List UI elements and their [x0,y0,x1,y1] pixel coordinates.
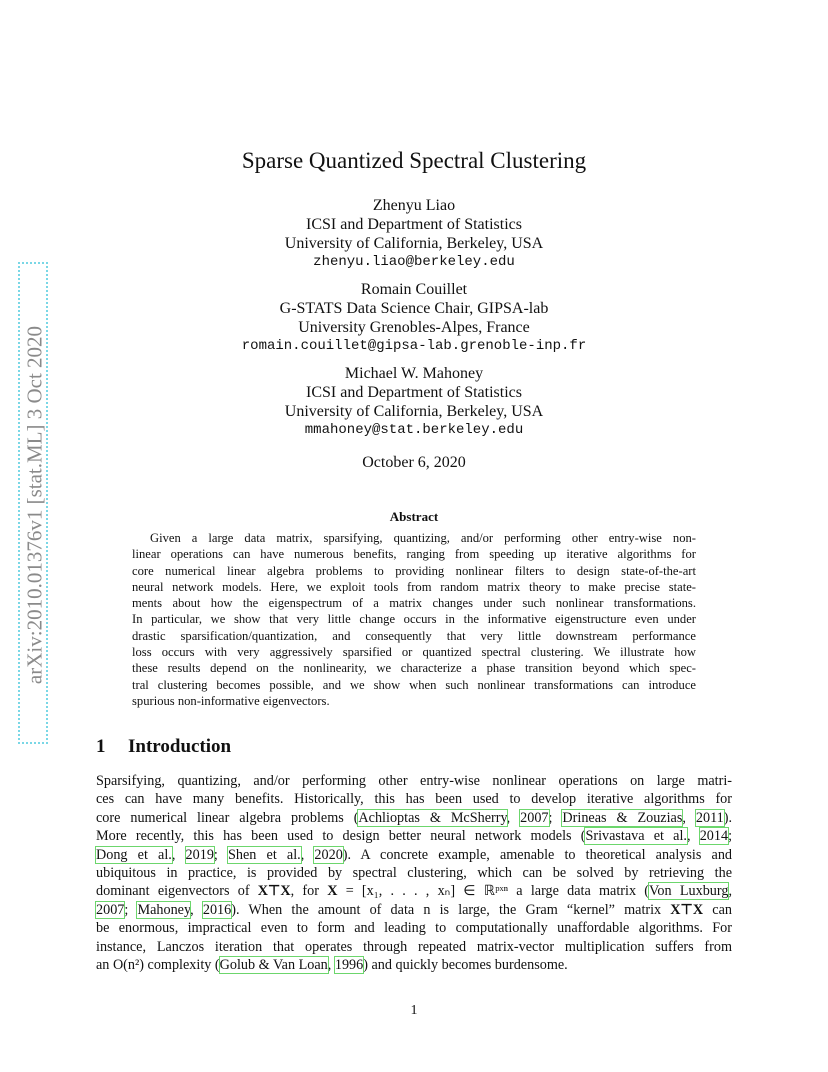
math-x: X [327,883,338,900]
author-name: Zhenyu Liao [372,197,456,214]
citation-authors: Srivastava et al. [585,828,687,845]
citation-year: 2011 [695,809,724,826]
author-affiliation: University of California, Berkeley, USA [284,235,544,252]
abstract-line: tral clustering becomes possible, and we show when such nonlinear transformations can introduce [132,677,696,692]
intro-text: , for [290,883,328,900]
citation-authors: Dong et al. [96,846,172,863]
citation-authors: Shen et al. [228,846,301,863]
section-heading [96,736,231,758]
intro-text: = [x₁, . . . , xₙ] ∈ ℝᵖˣⁿ a large data matrix ( [337,883,650,900]
author-affiliation: ICSI and Department of Statistics [306,216,522,233]
abstract-body [132,530,696,709]
citation-year: 2014 [699,828,729,845]
page-number: 1 [410,1003,418,1018]
abstract-line: spurious non-informative eigenvectors. [132,693,330,708]
abstract-line: linear operations can have numerous benefits, ranging from speeding up iterative algorithms for [132,547,696,562]
intro-line: an O(n²) complexity (Golub & Van Loan, 1996) and quickly becomes burdensome. [96,957,568,974]
citation-authors: Achlioptas & McSherry [358,809,507,826]
math-xtx: X⊤X [257,883,291,900]
abstract-line: core numerical linear algebra problems to providing nonlinear filters to design state-of-the-art [132,563,696,578]
citation-link[interactable] [335,957,363,973]
citation-link[interactable] [228,847,301,863]
citation-authors: Mahoney [137,901,191,918]
citation-link[interactable] [96,902,124,918]
intro-line: core numerical linear algebra problems (Achlioptas & McSherry, 2007; Drineas & Zouzias, 2011). [96,809,733,826]
citation-year: 2007 [520,809,549,826]
citation-year: 2016 [202,901,232,918]
intro-line: ubiquitous in practice, is provided by spectral clustering, which can be solved by retrieving the [96,865,732,882]
author-affiliation: G-STATS Data Science Chair, GIPSA-lab [279,300,549,317]
author-block-1 [0,196,828,272]
introduction-body [96,772,732,974]
author-email[interactable]: mmahoney@stat.berkeley.edu [304,422,524,438]
citation-year: 2019 [185,846,214,863]
intro-text: core numerical linear algebra problems ( [96,809,359,826]
citation-link[interactable] [96,847,172,863]
intro-line: Dong et al., 2019; Shen et al., 2020). A concrete example, amenable to theoretical analysis and [96,846,733,863]
intro-line: 2007; Mahoney, 2016). When the amount of data n is large, the Gram “kernel” matrix X⊤X can [96,901,732,918]
author-block-3 [0,364,828,440]
intro-line: More recently, this has been used to design better neural network models (Srivastava et al., 2014; [96,828,733,845]
citation-link[interactable] [203,902,231,918]
intro-line: instance, Lanczos iteration that operates through repeated matrix-vector multiplication suffers from [96,938,732,955]
paper-title: Sparse Quantized Spectral Clustering [241,148,587,173]
abstract-heading: Abstract [389,509,439,524]
abstract-line: ments about how the eigenspectrum of a matrix changes under such nonlinear transformations. [132,596,696,611]
citation-link[interactable] [585,828,687,844]
citation-year: 2007 [96,901,125,918]
citation-link[interactable] [186,847,214,863]
citation-link[interactable] [358,810,506,826]
arxiv-stamp-text: arXiv:2010.01376v1 [stat.ML] 3 Oct 2020 [22,325,47,685]
abstract-line: drastic sparsification/quantization, and consequently that very little downstream performance [132,628,696,643]
intro-line: Sparsifying, quantizing, and/or performing other entry-wise nonlinear operations on large matri- [96,773,732,789]
intro-text: ; [728,828,733,845]
citation-year: 1996 [334,957,364,974]
intro-text: can [703,901,732,918]
author-block-2 [0,280,828,356]
intro-line: dominant eigenvectors of X⊤X, for X = [x₁, . . . , xₙ] ∈ ℝᵖˣⁿ a large data matrix (Von Luxburg, [96,883,732,900]
intro-text: ). A concrete example, amenable to theoretical analysis and [342,846,733,863]
intro-text: ) and quickly becomes burdensome. [363,957,568,974]
intro-line: be enormous, impractical even to form and leading to computationally unaffordable algorithms. For [96,920,732,937]
intro-text: ; [548,809,563,826]
author-email[interactable]: romain.couillet@gipsa-lab.grenoble-inp.fr [241,338,587,354]
intro-text: ). [723,809,733,826]
intro-text: ; [213,846,229,863]
abstract-line: these results depend on the nonlinearity, we characterize a phase transition beyond which spec- [132,661,696,676]
intro-text: ). When the amount of data n is large, the Gram “kernel” matrix [231,901,671,918]
citation-authors: Drineas & Zouzias [562,809,683,826]
abstract-line: loss occurs with very aggressively sparsified or quantized spectral clustering. We illustrate how [132,645,696,660]
citation-link[interactable] [700,828,728,844]
section-number: 1 [96,736,106,757]
author-name: Romain Couillet [360,281,468,298]
intro-text: More recently, this has been used to design better neural network models ( [96,828,586,845]
author-affiliation: University Grenobles-Alpes, France [298,319,530,336]
citation-link[interactable] [137,902,190,918]
abstract-line: Given a large data matrix, sparsifying, quantizing, and/or performing other entry-wise non- [150,531,696,545]
intro-text: ; [124,901,138,918]
author-email[interactable]: zhenyu.liao@berkeley.edu [313,254,515,270]
abstract-line: neural network models. Here, we exploit tools from random matrix theory to make precise state- [132,579,696,594]
abstract-line: In particular, we show that very little change occurs in the informative eigenstructure even under [132,612,696,627]
intro-text: an O(n²) complexity ( [96,957,220,974]
citation-link[interactable] [220,957,328,973]
paper-date: October 6, 2020 [362,454,466,471]
intro-text: dominant eigenvectors of [96,883,258,900]
author-name: Michael W. Mahoney [344,365,484,382]
citation-authors: Von Luxburg [649,883,729,900]
math-xtx: X⊤X [670,901,704,918]
citation-link[interactable] [314,847,342,863]
citation-link[interactable] [649,883,728,899]
citation-link[interactable] [520,810,548,826]
citation-link[interactable] [562,810,682,826]
section-title: Introduction [128,736,232,757]
citation-link[interactable] [696,810,724,826]
citation-authors: Golub & Van Loan [219,957,328,974]
author-affiliation: ICSI and Department of Statistics [306,384,522,401]
intro-line: ces can have many benefits. Historically, this has been used to develop iterative algorithms for [96,791,732,808]
citation-year: 2020 [314,846,343,863]
author-affiliation: University of California, Berkeley, USA [284,403,544,420]
